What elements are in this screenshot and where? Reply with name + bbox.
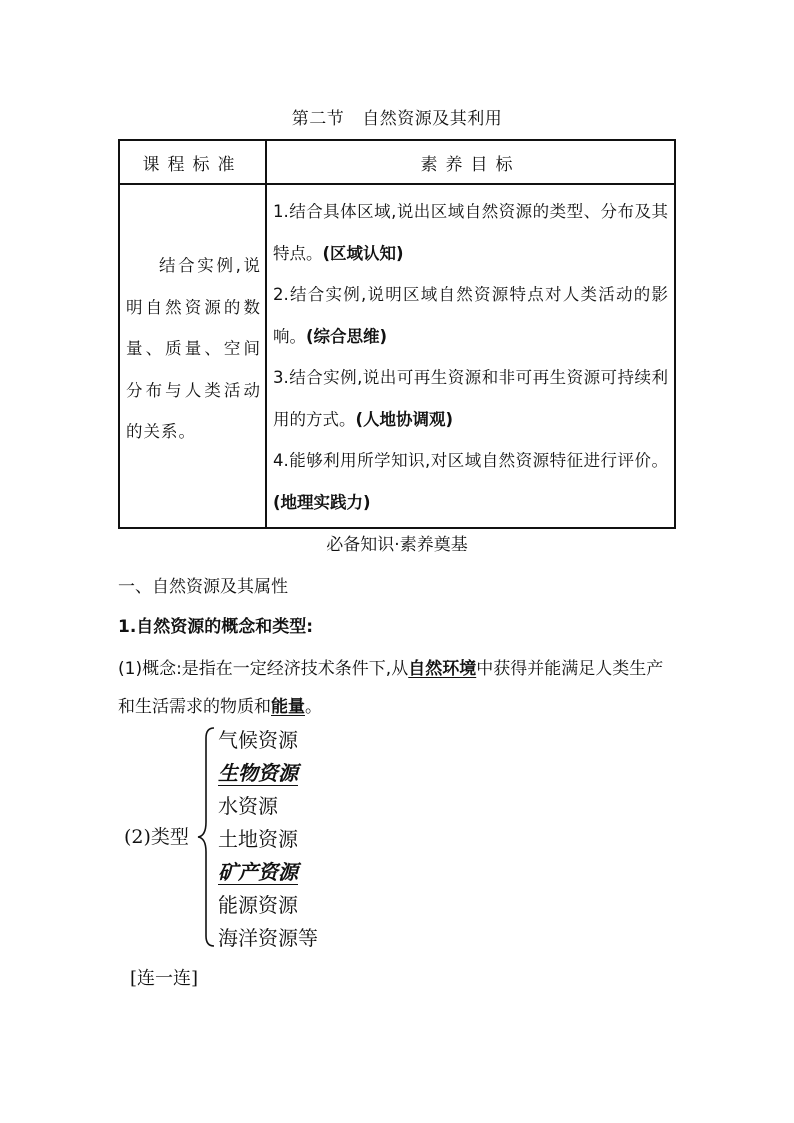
standards-table bbox=[118, 139, 676, 529]
subheading: 必备知识·素养奠基 bbox=[326, 535, 468, 555]
type-item-blank: 生物资源 bbox=[218, 761, 298, 785]
answer-blank: 自然环境 bbox=[408, 659, 477, 679]
type-item: 气候资源 bbox=[218, 728, 298, 752]
type-item: 土地资源 bbox=[218, 827, 298, 851]
goal-item: 3.结合实例,说出可再生资源和非可再生资源可持续利用的方式。(人地协调观) bbox=[273, 368, 668, 429]
standard-text: 结合实例,说明自然资源的数量、质量、空间分布与人类活动的关系。 bbox=[126, 256, 261, 441]
resource-type-list bbox=[218, 724, 318, 955]
standard-cell bbox=[119, 184, 266, 528]
header-curriculum-standard: 课程标准 bbox=[119, 140, 266, 184]
type-item: 水资源 bbox=[218, 794, 278, 818]
types-label: (2)类型 bbox=[124, 826, 189, 848]
link-exercise-label: [连一连] bbox=[130, 968, 199, 989]
section-number: 第二节 bbox=[291, 109, 345, 129]
goals-cell bbox=[266, 184, 675, 528]
goal-item: 1.结合具体区域,说出区域自然资源的类型、分布及其特点。(区域认知) bbox=[273, 202, 668, 263]
header-literacy-goals: 素养目标 bbox=[266, 140, 675, 184]
concept-paragraph: (1)概念:是指在一定经济技术条件下,从自然环境中获得并能满足人类生产和生活需求的物质和能量。 bbox=[118, 659, 664, 717]
type-item: 海洋资源等 bbox=[218, 926, 318, 950]
section-title bbox=[0, 104, 794, 129]
section-name: 自然资源及其利用 bbox=[362, 109, 503, 129]
curly-brace-icon bbox=[196, 726, 218, 948]
answer-blank: 能量 bbox=[271, 697, 305, 717]
subsection-heading: 1.自然资源的概念和类型: bbox=[118, 617, 314, 637]
type-item-blank: 矿产资源 bbox=[218, 860, 298, 884]
section-heading: 一、自然资源及其属性 bbox=[118, 577, 288, 597]
type-item: 能源资源 bbox=[218, 893, 298, 917]
goal-item: 4.能够利用所学知识,对区域自然资源特征进行评价。(地理实践力) bbox=[273, 451, 668, 512]
goal-item: 2.结合实例,说明区域自然资源特点对人类活动的影响。(综合思维) bbox=[273, 285, 668, 346]
